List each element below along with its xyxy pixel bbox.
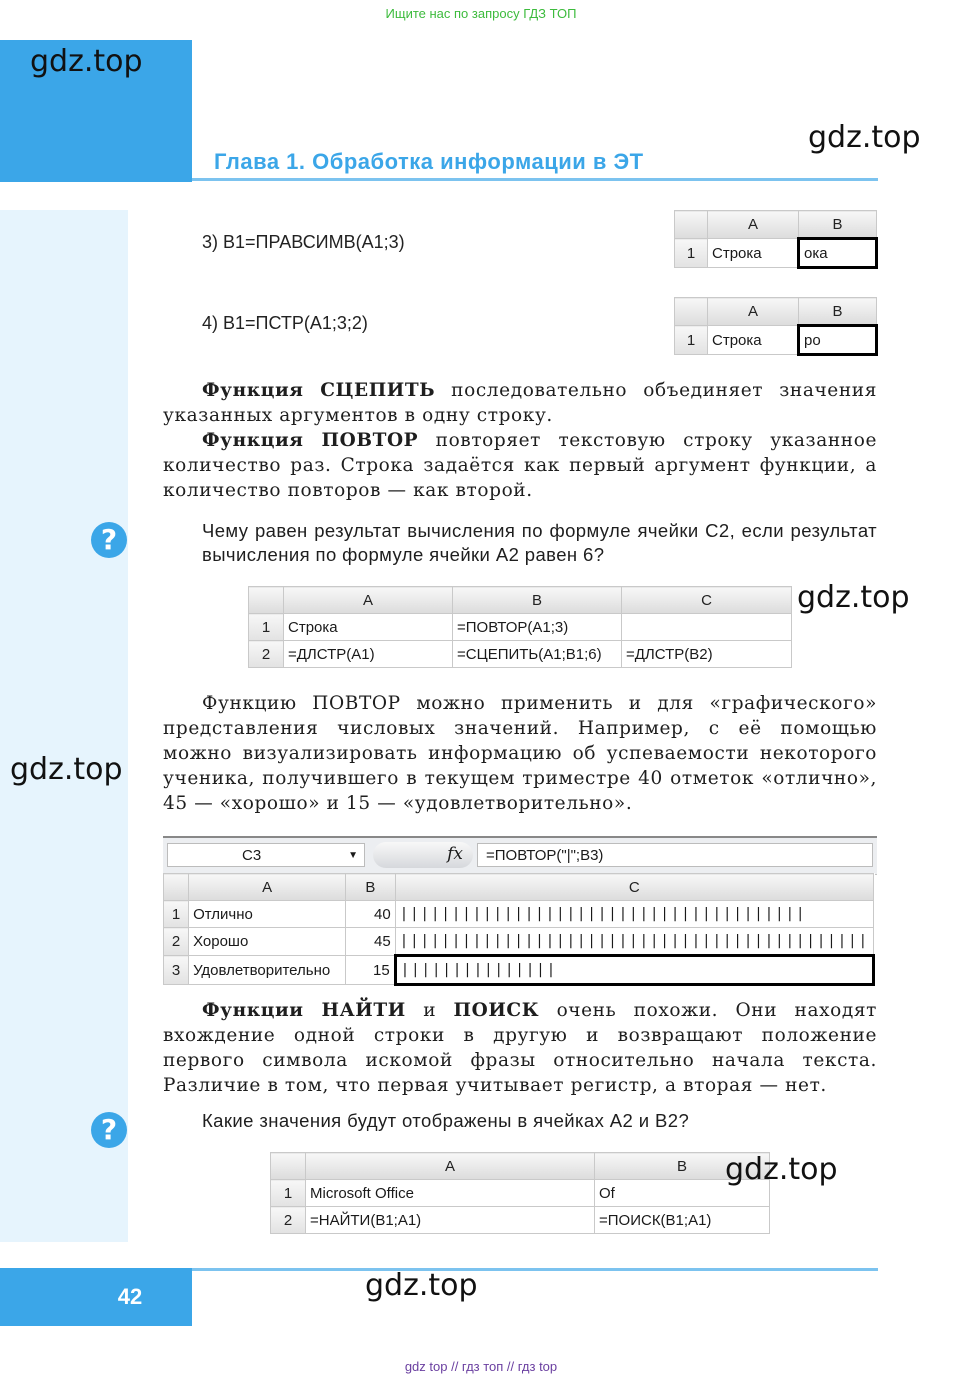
row-header: 1 [675, 326, 708, 355]
cell: Microsoft Office [306, 1180, 595, 1207]
select-all-corner [164, 874, 189, 901]
watermark: gdz.top [10, 752, 123, 787]
formula-item-3: 3) B1=ПРАВСИМВ(A1;3) [202, 232, 405, 252]
term: Функция ПОВТОР [202, 430, 419, 451]
paragraph-text: очень похожи. Они находят вхождение одной строки в другую и возвращают положение первого символа искомой фразы относительно начала текста. Различие в том, что первая учитывает регистр, а вторая — нет. [163, 1000, 877, 1096]
cell-bars: ||||||||||||||||||||||||||||||||||||||||||||| [395, 928, 873, 956]
row-header: 2 [271, 1207, 306, 1234]
select-all-corner [271, 1153, 306, 1180]
chapter-title: Глава 1. Обработка информации в ЭТ [214, 149, 644, 174]
term: Функция СЦЕПИТЬ [202, 380, 436, 401]
question-icon: ? [91, 522, 127, 558]
paragraph-text: последовательно объединяет значения указанных аргументов в одну строку. [163, 380, 877, 426]
col-header: A [708, 298, 799, 326]
term: ПОИСК [453, 1000, 540, 1021]
cell: Хорошо [189, 928, 346, 956]
paragraph-find-search [163, 998, 877, 1098]
cell-b1: ро [799, 326, 877, 355]
question-icon: ? [91, 1112, 127, 1148]
sheet-question-2 [270, 1152, 770, 1234]
cell-a1: Строка [708, 326, 799, 355]
fx-button[interactable] [373, 842, 473, 868]
row-header: 3 [164, 956, 189, 985]
col-header: B [453, 587, 622, 614]
col-header: C [622, 587, 792, 614]
name-box-value: C3 [242, 847, 262, 864]
formula-item-4: 4) B1=ПСТР(A1;3;2) [202, 313, 368, 333]
row-header: 2 [249, 641, 284, 668]
sheet-question-1 [248, 586, 792, 668]
function-icon: fx [447, 844, 463, 864]
col-header: B [799, 298, 877, 326]
select-all-corner [675, 298, 708, 326]
cell-b1: ока [799, 239, 877, 268]
cell: =ДЛСТР(A1) [284, 641, 453, 668]
footer-rule [192, 1268, 878, 1271]
cell [622, 614, 792, 641]
paragraph-text: и [405, 1000, 454, 1021]
row-header: 2 [164, 928, 189, 956]
mini-sheet-item-3 [674, 210, 878, 269]
cell: =ПОВТОР(A1;3) [453, 614, 622, 641]
row-header: 1 [249, 614, 284, 641]
cell: Отлично [189, 901, 346, 928]
header-rule [192, 178, 878, 181]
watermark: gdz.top [365, 1268, 478, 1303]
question-text: Какие значения будут отображены в ячейках А2 и В2? [202, 1110, 690, 1131]
footer-links: gdz top // гдз топ // гдз top [404, 1359, 558, 1374]
top-banner: Ищите нас по запросу ГДЗ ТОП [385, 6, 577, 21]
left-margin-band [0, 210, 128, 1242]
cell-a1: Строка [708, 239, 799, 268]
paragraph-text: повторяет текстовую строку указанное количество раз. Строка задаётся как первый аргумент функции, а количество повторов — как второй. [163, 430, 877, 501]
cell: =СЦЕПИТЬ(A1;B1;6) [453, 641, 622, 668]
formula-bar [163, 836, 877, 875]
chevron-down-icon[interactable]: ▼ [348, 850, 358, 861]
mini-sheet-item-4 [674, 297, 878, 356]
paragraph-graphic: Функцию ПОВТОР можно применить и для «графического» представления числовых значений. Например, с её помощью можно визуализировать информацию об успеваемости некоторого ученика, получившего в текущем триместре 40 отметок «отлично», 45 — «хорошо» и 15 — «удовлетворительно». [163, 693, 877, 814]
term: Функции НАЙТИ [202, 1000, 406, 1021]
col-header: A [306, 1153, 595, 1180]
row-header: 1 [675, 239, 708, 268]
select-all-corner [249, 587, 284, 614]
cell: 40 [346, 901, 396, 928]
page-number: 42 [117, 1284, 143, 1309]
name-box[interactable] [167, 843, 365, 867]
cell-bars-selected: ||||||||||||||| [395, 956, 873, 985]
cell: =НАЙТИ(B1;A1) [306, 1207, 595, 1234]
cell-bars: ||||||||||||||||||||||||||||||||||||||| [395, 901, 873, 928]
sheet-grades [163, 873, 875, 986]
row-header: 1 [271, 1180, 306, 1207]
row-header: 1 [164, 901, 189, 928]
col-header: A [189, 874, 346, 901]
cell: 15 [346, 956, 396, 985]
cell: Строка [284, 614, 453, 641]
cell: =ПОИСК(B1;A1) [595, 1207, 770, 1234]
cell: =ДЛСТР(B2) [622, 641, 792, 668]
col-header: B [799, 211, 877, 239]
cell: Удовлетворительно [189, 956, 346, 985]
paragraph-concat [163, 378, 877, 428]
formula-input[interactable]: =ПОВТОР("|";B3) [477, 843, 873, 867]
paragraph-repeat [163, 428, 877, 503]
cell: Of [595, 1180, 770, 1207]
col-header: B [346, 874, 396, 901]
cell: 45 [346, 928, 396, 956]
col-header: A [708, 211, 799, 239]
watermark: gdz.top [30, 44, 143, 79]
watermark: gdz.top [797, 580, 910, 615]
question-text: Чему равен результат вычисления по формуле ячейки С2, если результат вычисления по формуле ячейки А2 равен 6? [202, 520, 877, 565]
col-header: C [395, 874, 873, 901]
select-all-corner [675, 211, 708, 239]
col-header: B [595, 1153, 770, 1180]
watermark: gdz.top [725, 1152, 838, 1187]
col-header: A [284, 587, 453, 614]
watermark: gdz.top [808, 120, 921, 155]
